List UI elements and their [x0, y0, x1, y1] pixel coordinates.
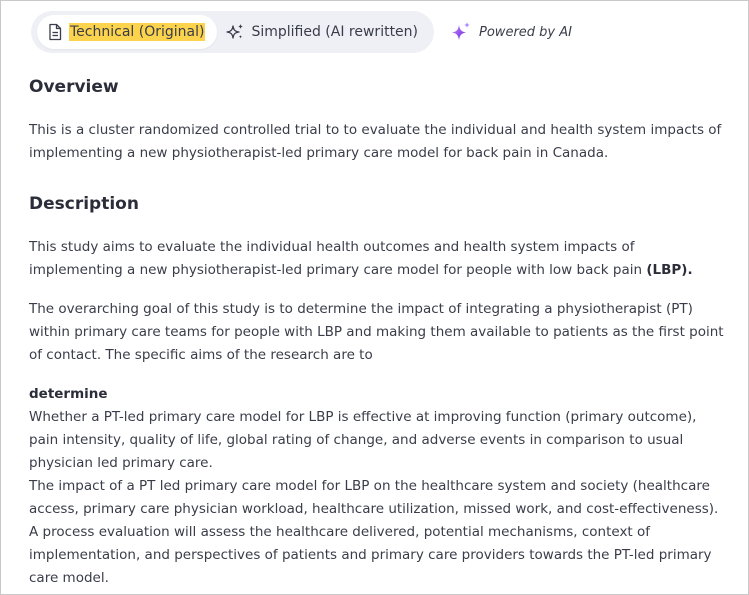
document-icon: [47, 23, 63, 41]
ai-sparkle-icon: [450, 21, 472, 43]
sparkles-icon: [225, 23, 245, 41]
aim-2-text: The impact of a PT led primary care model for LBP on the healthcare system and society (healthcare access, primary care physician workload, healthcare utilization, missed work, and cost-effectiveness). A process evaluation will assess the healthcare delivered, potential mechanisms, context of implementation, and perspectives of patients and primary care providers towards the PT-led primary care model.: [29, 478, 719, 586]
overview-heading: Overview: [29, 77, 119, 97]
view-toolbar: [31, 11, 572, 53]
description-p1-text: This study aims to evaluate the individual health outcomes and health system impacts of implementing a new physiotherapist-led primary care model for people with low back pain: [29, 239, 647, 278]
powered-label: Powered by AI: [479, 24, 572, 40]
overview-text: This is a cluster randomized controlled trial to to evaluate the individual and health system impacts of implementing a new physiotherapist-led primary care model for back pain in Canada.: [29, 122, 722, 161]
powered-by-ai: [450, 21, 572, 43]
aim-1-text: Whether a PT-led primary care model for LBP is effective at improving function (primary outcome), pain intensity, quality of life, global rating of change, and adverse events in comparison to usual physician led primary care.: [29, 409, 697, 471]
determine-heading: determine: [29, 386, 108, 402]
study-content: [29, 67, 729, 590]
tab-simplified-label: Simplified (AI rewritten): [251, 24, 419, 40]
description-paragraph-1: [29, 236, 729, 282]
description-p1-bold: (LBP).: [646, 262, 693, 278]
description-paragraph-2: The overarching goal of this study is to determine the impact of integrating a physiotherapist (PT) within primary care teams for people with LBP and making them available to patients as the first point of contact. The specific aims of the research are to: [29, 301, 724, 363]
tab-simplified-ai[interactable]: [217, 15, 428, 49]
view-toggle: [31, 11, 434, 53]
tab-technical-original[interactable]: [37, 15, 217, 49]
tab-technical-label: Technical (Original): [70, 24, 205, 40]
description-heading: Description: [29, 194, 139, 214]
